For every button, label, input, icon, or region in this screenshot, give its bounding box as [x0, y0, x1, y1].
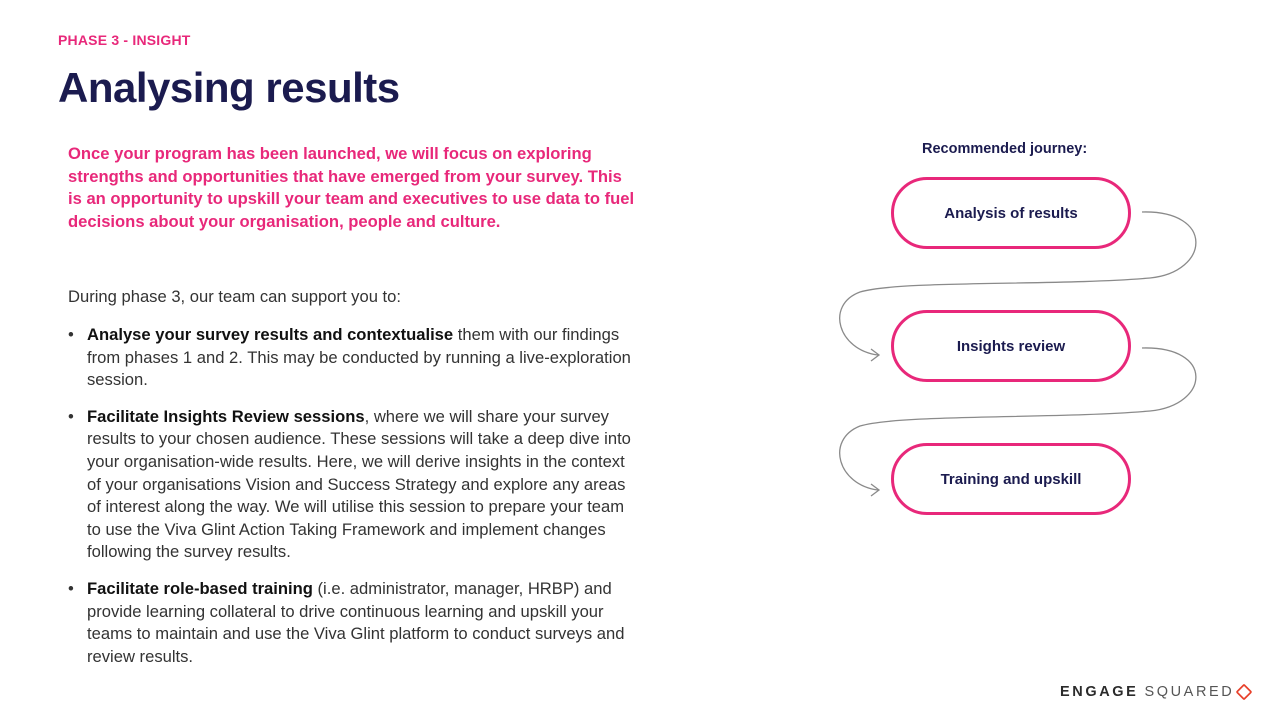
journey-title: Recommended journey:: [922, 141, 1088, 157]
list-item-text: them with our findings from phases 1 and 2. This may be conducted by running a live-exploration session.: [87, 325, 631, 390]
list-item-text: (i.e. administrator, manager, HRBP) and provide learning collateral to drive continuous learning and upskill your teams to maintain and use the Viva Glint platform to conduct surveys and review results.: [87, 578, 625, 666]
intro-paragraph: Once your program has been launched, we will focus on exploring strengths and opportunities that have emerged from your survey. This is an opportunity to upskill your team and executives to use data to fuel decisions about your organisation, people and culture.: [68, 144, 635, 231]
bullet-dot-icon: •: [68, 406, 74, 426]
list-item-text: , where we will share your survey results to your chosen audience. These sessions will take a deep dive into your organisation-wide results. Here, we will derive insights in the context of your organisations Vision and Success Strategy and explore any areas of interest along the way. We will utilise this session to prepare your team to use the Viva Glint Action Taking Framework and implement changes following the survey results.: [87, 406, 631, 562]
list-item-bold: Facilitate role-based training: [87, 578, 313, 598]
lead-text: During phase 3, our team can support you to:: [68, 287, 401, 306]
journey-step-analysis: Analysis of results: [891, 177, 1131, 249]
brand-name-strong: ENGAGE: [1060, 684, 1139, 700]
brand-logo: [1060, 684, 1251, 700]
list-item-bold: Facilitate Insights Review sessions: [87, 406, 365, 426]
journey-step-training: Training and upskill: [891, 443, 1131, 515]
brand-name-light: SQUARED: [1144, 684, 1235, 700]
journey-step-insights: Insights review: [891, 310, 1131, 382]
list-item-bold: Analyse your survey results and contextualise: [87, 325, 454, 344]
bullet-dot-icon: •: [68, 578, 74, 598]
phase-label: PHASE 3 - INSIGHT: [58, 32, 191, 48]
page-title: Analysing results: [58, 64, 400, 111]
bullet-dot-icon: •: [68, 325, 74, 344]
brand-mark-icon: [1236, 684, 1253, 701]
